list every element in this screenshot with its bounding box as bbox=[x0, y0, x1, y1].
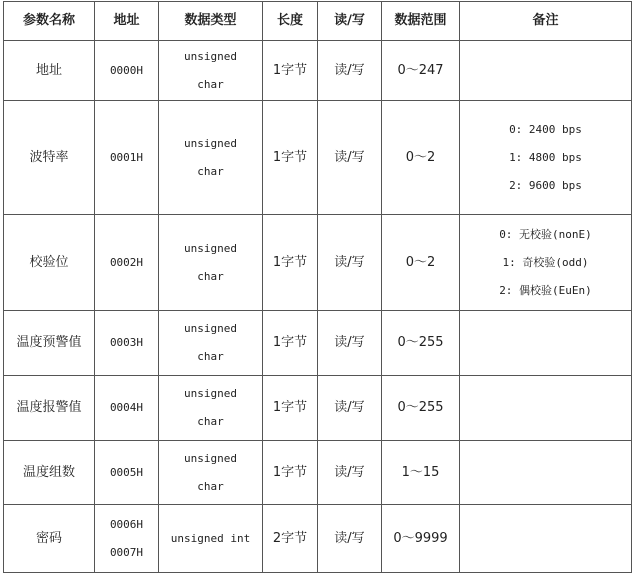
cell-param-name: 校验位 bbox=[4, 215, 95, 311]
cell-read-write: 读/写 bbox=[318, 311, 382, 376]
cell-read-write: 读/写 bbox=[318, 376, 382, 441]
note-line: 2: 9600 bps bbox=[509, 178, 582, 192]
cell-read-write: 读/写 bbox=[318, 41, 382, 101]
cell-length: 2字节 bbox=[263, 505, 318, 573]
note-line: 0: 2400 bps bbox=[509, 122, 582, 136]
table-row bbox=[4, 441, 632, 505]
cell-data-range: 0～247 bbox=[382, 41, 460, 101]
cell-length: 1字节 bbox=[263, 41, 318, 101]
cell-address bbox=[95, 311, 159, 376]
cell-length: 1字节 bbox=[263, 215, 318, 311]
data-type-line: unsigned bbox=[184, 241, 237, 255]
cell-param-name: 温度报警值 bbox=[4, 376, 95, 441]
header-data-range: 数据范围 bbox=[382, 2, 460, 41]
cell-param-name: 地址 bbox=[4, 41, 95, 101]
table-row bbox=[4, 505, 632, 573]
header-param-name: 参数名称 bbox=[4, 2, 95, 41]
data-type-line: char bbox=[197, 350, 224, 363]
cell-notes bbox=[460, 441, 632, 505]
header-length: 长度 bbox=[263, 2, 318, 41]
data-type-line: char bbox=[197, 269, 224, 283]
cell-read-write: 读/写 bbox=[318, 101, 382, 215]
cell-param-name: 波特率 bbox=[4, 101, 95, 215]
data-type-line: unsigned bbox=[184, 136, 237, 150]
address-line: 0002H bbox=[109, 255, 144, 269]
cell-address bbox=[95, 376, 159, 441]
data-type-line: unsigned bbox=[184, 322, 237, 335]
address-line: 0000H bbox=[109, 63, 144, 77]
note-line: 2: 偶校验(EuEn) bbox=[499, 283, 592, 297]
cell-param-name: 密码 bbox=[4, 505, 95, 573]
cell-data-range: 0～9999 bbox=[382, 505, 460, 573]
header-read-write: 读/写 bbox=[318, 2, 382, 41]
table-body bbox=[4, 41, 632, 573]
table-row bbox=[4, 376, 632, 441]
cell-data-type bbox=[159, 311, 263, 376]
address-line: 0005H bbox=[109, 465, 144, 479]
table-row bbox=[4, 41, 632, 101]
data-type-line: char bbox=[197, 479, 224, 493]
cell-address bbox=[95, 41, 159, 101]
cell-length: 1字节 bbox=[263, 376, 318, 441]
cell-notes bbox=[460, 311, 632, 376]
header-data-type: 数据类型 bbox=[159, 2, 263, 41]
table-row bbox=[4, 101, 632, 215]
cell-data-range: 0～255 bbox=[382, 311, 460, 376]
parameter-table bbox=[3, 1, 632, 573]
cell-notes bbox=[460, 101, 632, 215]
data-type-line: unsigned int bbox=[170, 531, 251, 545]
cell-data-range: 0～2 bbox=[382, 215, 460, 311]
address-line: 0007H bbox=[109, 545, 144, 559]
table-row bbox=[4, 311, 632, 376]
cell-data-range: 0～255 bbox=[382, 376, 460, 441]
cell-data-type bbox=[159, 41, 263, 101]
cell-notes bbox=[460, 215, 632, 311]
cell-data-type bbox=[159, 505, 263, 573]
data-type-line: unsigned bbox=[184, 387, 237, 400]
data-type-line: unsigned bbox=[184, 49, 237, 63]
cell-data-type bbox=[159, 101, 263, 215]
address-line: 0006H bbox=[109, 517, 144, 531]
data-type-line: unsigned bbox=[184, 451, 237, 465]
cell-data-type bbox=[159, 441, 263, 505]
table-row bbox=[4, 215, 632, 311]
header-row bbox=[4, 2, 632, 41]
cell-read-write: 读/写 bbox=[318, 505, 382, 573]
cell-address bbox=[95, 215, 159, 311]
data-type-line: char bbox=[197, 415, 224, 428]
cell-read-write: 读/写 bbox=[318, 215, 382, 311]
cell-notes bbox=[460, 376, 632, 441]
cell-length: 1字节 bbox=[263, 311, 318, 376]
header-notes: 备注 bbox=[460, 2, 632, 41]
note-line: 0: 无校验(nonE) bbox=[499, 227, 592, 241]
cell-data-range: 0～2 bbox=[382, 101, 460, 215]
cell-notes bbox=[460, 41, 632, 101]
cell-read-write: 读/写 bbox=[318, 441, 382, 505]
cell-length: 1字节 bbox=[263, 101, 318, 215]
cell-address bbox=[95, 101, 159, 215]
address-line: 0004H bbox=[109, 401, 144, 414]
cell-length: 1字节 bbox=[263, 441, 318, 505]
cell-param-name: 温度预警值 bbox=[4, 311, 95, 376]
cell-notes bbox=[460, 505, 632, 573]
cell-param-name: 温度组数 bbox=[4, 441, 95, 505]
cell-data-type bbox=[159, 215, 263, 311]
data-type-line: char bbox=[197, 164, 224, 178]
note-line: 1: 4800 bps bbox=[509, 150, 582, 164]
note-line: 1: 奇校验(odd) bbox=[502, 255, 589, 269]
address-line: 0001H bbox=[109, 150, 144, 164]
cell-data-range: 1～15 bbox=[382, 441, 460, 505]
address-line: 0003H bbox=[109, 336, 144, 349]
cell-data-type bbox=[159, 376, 263, 441]
data-type-line: char bbox=[197, 77, 224, 91]
header-address: 地址 bbox=[95, 2, 159, 41]
cell-address bbox=[95, 441, 159, 505]
cell-address bbox=[95, 505, 159, 573]
